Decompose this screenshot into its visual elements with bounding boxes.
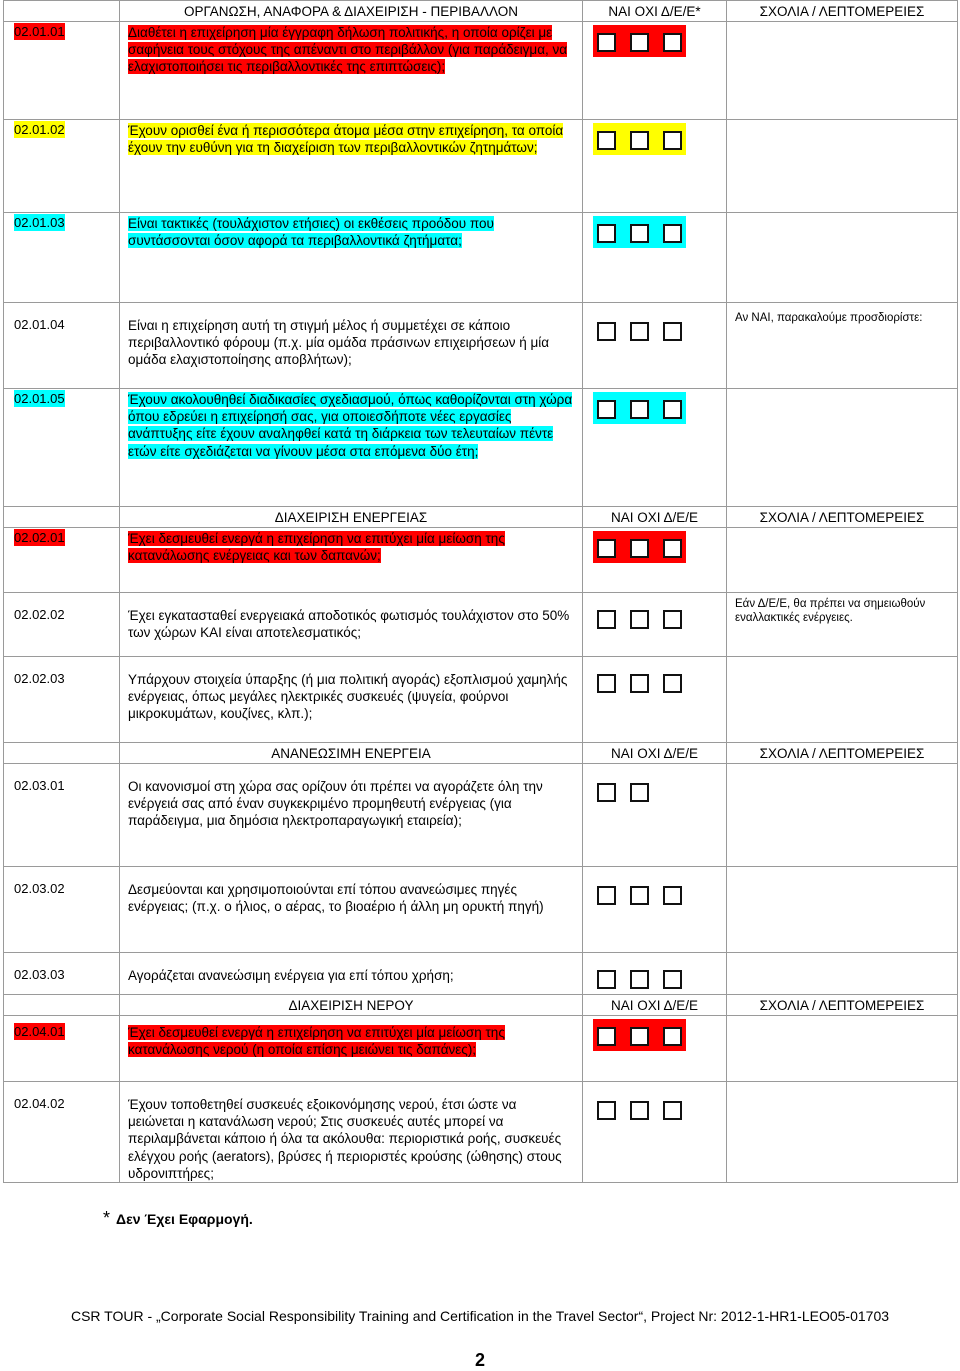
yes-checkbox[interactable] [597, 610, 616, 629]
no-checkbox[interactable] [630, 886, 649, 905]
question-code: 02.01.02 [14, 122, 65, 137]
question-text: Έχουν ορισθεί ένα ή περισσότερα άτομα μέσα στην επιχείρηση, τα οποία έχουν την ευθύνη για τη διαχείριση των περιβαλλοντικών ζητημάτων; [128, 123, 564, 156]
footnote-text: Δεν Έχει Εφαρμογή. [116, 1211, 253, 1227]
section-header-organization [4, 1, 958, 22]
comments-header: ΣΧΟΛΙΑ / ΛΕΠΤΟΜΕΡΕΙΕΣ [727, 995, 958, 1016]
question-code: 02.01.01 [14, 24, 65, 39]
no-checkbox[interactable] [630, 674, 649, 693]
question-text: Είναι η επιχείρηση αυτή τη στιγμή μέλος ή συμμετέχει σε κάποιο περιβαλλοντικό φόρουμ (π.χ. μία ομάδα πράσινων επιχειρήσεων ή μία ομάδα ελαχιστοποίησης αποβλήτων); [128, 318, 550, 368]
section-header-water [4, 995, 958, 1016]
answer-checkboxes [593, 1093, 686, 1125]
question-code: 02.02.02 [14, 607, 65, 622]
answer-checkboxes [593, 216, 686, 248]
comments-header: ΣΧΟΛΙΑ / ΛΕΠΤΟΜΕΡΕΙΕΣ [727, 1, 958, 22]
question-code: 02.03.03 [14, 967, 65, 982]
no-checkbox[interactable] [630, 783, 649, 802]
no-checkbox[interactable] [630, 400, 649, 419]
not-applicable-checkbox[interactable] [663, 674, 682, 693]
section-title: ΑΝΑΝΕΩΣΙΜΗ ΕΝΕΡΓΕΙΑ [120, 743, 583, 764]
not-applicable-checkbox[interactable] [663, 539, 682, 558]
question-row [4, 593, 958, 657]
comment-cell[interactable] [727, 120, 958, 213]
question-row [4, 303, 958, 389]
not-applicable-checkbox[interactable] [663, 400, 682, 419]
section-title: ΔΙΑΧΕΙΡΙΣΗ ΕΝΕΡΓΕΙΑΣ [120, 507, 583, 528]
comment-cell[interactable] [727, 657, 958, 743]
question-code: 02.02.03 [14, 671, 65, 686]
yes-checkbox[interactable] [597, 400, 616, 419]
question-row [4, 120, 958, 213]
no-checkbox[interactable] [630, 1027, 649, 1046]
question-text: Είναι τακτικές (τουλάχιστον ετήσιες) οι εκθέσεις προόδου που συντάσσονται όσον αφορά τα περιβαλλοντικά ζητήματα; [128, 216, 494, 249]
comment-cell[interactable] [727, 953, 958, 995]
question-row [4, 1082, 958, 1183]
no-checkbox[interactable] [630, 131, 649, 150]
yes-checkbox[interactable] [597, 886, 616, 905]
question-row [4, 953, 958, 995]
comment-cell[interactable] [727, 764, 958, 867]
answer-checkboxes [593, 962, 686, 994]
question-text: Έχουν τοποθετηθεί συσκευές εξοικονόμησης νερού, έτσι ώστε να μειώνεται η κατανάλωση νερού; Στις συσκευές αυτές μπορεί να περιλαμβάνεται κάποιο ή όλα τα ακόλουθα: περιοριστικά ροής, συσκευές ελέγχου ροής (aerators), βρύσες ή περιοριστές κρούσης (ώθησης) στους υδρονιπτήρες; [128, 1097, 562, 1181]
question-text: Έχει δεσμευθεί ενεργά η επιχείρηση να επιτύχει μία μείωση της κατανάλωσης νερού (η οποία επίσης μειώνει τις δαπάνες); [128, 1025, 505, 1058]
not-applicable-checkbox[interactable] [663, 224, 682, 243]
question-code: 02.03.02 [14, 881, 65, 896]
not-applicable-checkbox[interactable] [663, 970, 682, 989]
answer-options-header: ΝΑΙ ΟΧΙ Δ/Ε/Ε [583, 743, 727, 764]
section-title: ΔΙΑΧΕΙΡΙΣΗ ΝΕΡΟΥ [120, 995, 583, 1016]
yes-checkbox[interactable] [597, 539, 616, 558]
not-applicable-checkbox[interactable] [663, 131, 682, 150]
yes-checkbox[interactable] [597, 783, 616, 802]
question-text: Έχει δεσμευθεί ενεργά η επιχείρηση να επιτύχει μία μείωση της κατανάλωσης ενέργειας και των δαπανών; [128, 531, 505, 564]
answer-options-header: ΝΑΙ ΟΧΙ Δ/Ε/Ε [583, 995, 727, 1016]
question-code: 02.01.05 [14, 391, 65, 406]
page-footer: CSR TOUR - „Corporate Social Responsibility Training and Certification in the Travel Sector“, Project Nr: 2012-1-HR1-LEO05-01703 [70, 1308, 890, 1324]
no-checkbox[interactable] [630, 610, 649, 629]
question-code: 02.02.01 [14, 530, 65, 545]
comment-cell[interactable]: Εάν Δ/Ε/Ε, θα πρέπει να σημειωθούν εναλλακτικές ενέργειες. [727, 593, 958, 657]
answer-checkboxes [593, 666, 686, 698]
not-applicable-checkbox[interactable] [663, 1027, 682, 1046]
question-code: 02.04.02 [14, 1096, 65, 1111]
yes-checkbox[interactable] [597, 1101, 616, 1120]
comment-cell[interactable] [727, 1082, 958, 1183]
section-header-energy [4, 507, 958, 528]
answer-checkboxes [593, 123, 686, 155]
no-checkbox[interactable] [630, 33, 649, 52]
question-row [4, 528, 958, 593]
no-checkbox[interactable] [630, 539, 649, 558]
no-checkbox[interactable] [630, 1101, 649, 1120]
yes-checkbox[interactable] [597, 131, 616, 150]
question-row [4, 764, 958, 867]
answer-checkboxes [593, 531, 686, 563]
footnote [103, 1208, 253, 1229]
question-text: Έχει εγκατασταθεί ενεργειακά αποδοτικός φωτισμός τουλάχιστον στο 50% των χώρων ΚΑΙ είναι αποτελεσματικός; [128, 608, 570, 641]
section-title: ΟΡΓΑΝΩΣΗ, ΑΝΑΦΟΡΑ & ΔΙΑΧΕΙΡΙΣΗ - ΠΕΡΙΒΑΛΛΟΝ [120, 1, 583, 22]
no-checkbox[interactable] [630, 970, 649, 989]
question-text: Οι κανονισμοί στη χώρα σας ορίζουν ότι πρέπει να αγοράζετε όλη την ενέργειά σας από έναν συγκεκριμένο προμηθευτή ενέργειας (για παράδειγμα, μια δημόσια ηλεκτροπαραγωγική εταιρεία); [128, 779, 543, 829]
answer-checkboxes [593, 602, 686, 634]
question-code: 02.03.01 [14, 778, 65, 793]
question-row [4, 657, 958, 743]
answer-checkboxes [593, 25, 686, 57]
yes-checkbox[interactable] [597, 33, 616, 52]
question-row [4, 389, 958, 507]
question-code: 02.01.04 [14, 317, 65, 332]
question-text: Έχουν ακολουθηθεί διαδικασίες σχεδιασμού, όπως καθορίζονται στη χώρα όπου εδρεύει η επιχείρησή σας, για οποιεσδήποτε νέες εργασίες ανάπτυξης είτε έχουν αναληφθεί κατά τη διάρκεια των τελευταίων πέντε ετών είτε σχεδιάζεται να γίνουν μέσα στα επόμενα δύο έτη; [128, 392, 573, 459]
comment-cell[interactable] [727, 867, 958, 953]
question-code: 02.04.01 [14, 1024, 65, 1039]
question-text: Δεσμεύονται και χρησιμοποιούνται επί τόπου ανανεώσιμες πηγές ενέργειας; (π.χ. ο ήλιος, ο αέρας, το βιοαέριο ή άλλη μη ορυκτή πηγή) [128, 882, 544, 915]
question-row [4, 22, 958, 120]
comment-cell[interactable]: Αν ΝΑΙ, παρακαλούμε προσδιορίστε: [727, 303, 958, 389]
checklist-document [3, 0, 957, 1183]
comments-header: ΣΧΟΛΙΑ / ΛΕΠΤΟΜΕΡΕΙΕΣ [727, 507, 958, 528]
answer-checkboxes [593, 775, 653, 807]
not-applicable-checkbox[interactable] [663, 322, 682, 341]
comment-cell[interactable] [727, 22, 958, 120]
answer-checkboxes [593, 878, 686, 910]
not-applicable-checkbox[interactable] [663, 886, 682, 905]
footnote-symbol: * [103, 1208, 111, 1228]
question-row [4, 867, 958, 953]
section-header-renewable [4, 743, 958, 764]
yes-checkbox[interactable] [597, 674, 616, 693]
question-code: 02.01.03 [14, 215, 65, 230]
question-row [4, 213, 958, 303]
not-applicable-checkbox[interactable] [663, 610, 682, 629]
answer-checkboxes [593, 1019, 686, 1051]
comments-header: ΣΧΟΛΙΑ / ΛΕΠΤΟΜΕΡΕΙΕΣ [727, 743, 958, 764]
not-applicable-checkbox[interactable] [663, 33, 682, 52]
comment-cell[interactable] [727, 389, 958, 507]
no-checkbox[interactable] [630, 322, 649, 341]
page-number: 2 [474, 1350, 485, 1370]
not-applicable-checkbox[interactable] [663, 1101, 682, 1120]
comment-cell[interactable] [727, 1016, 958, 1082]
no-checkbox[interactable] [630, 224, 649, 243]
yes-checkbox[interactable] [597, 322, 616, 341]
answer-checkboxes [593, 392, 686, 424]
question-row [4, 1016, 958, 1082]
checklist-table [3, 0, 958, 1183]
comment-cell[interactable] [727, 528, 958, 593]
yes-checkbox[interactable] [597, 224, 616, 243]
question-text: Αγοράζεται ανανεώσιμη ενέργεια για επί τόπου χρήση; [128, 968, 454, 983]
answer-options-header: ΝΑΙ ΟΧΙ Δ/Ε/Ε [583, 507, 727, 528]
comment-cell[interactable] [727, 213, 958, 303]
answer-checkboxes [593, 314, 686, 346]
answer-options-header: ΝΑΙ ΟΧΙ Δ/Ε/Ε* [583, 1, 727, 22]
yes-checkbox[interactable] [597, 970, 616, 989]
question-text: Διαθέτει η επιχείρηση μία έγγραφη δήλωση πολιτικής, η οποία ορίζει με σαφήνεια τους στόχους της απέναντι στο περιβάλλον (για παράδειγμα, να ελαχιστοποιήσει τις περιβαλλοντικές της επιπτώσεις); [128, 25, 568, 75]
yes-checkbox[interactable] [597, 1027, 616, 1046]
question-text: Υπάρχουν στοιχεία ύπαρξης (ή μια πολιτική αγοράς) εξοπλισμού χαμηλής ενέργειας, όπως μεγάλες ηλεκτρικές συσκευές (ψυγεία, φούρνοι μικροκυμάτων, κουζίνες, κλπ.); [128, 672, 568, 722]
